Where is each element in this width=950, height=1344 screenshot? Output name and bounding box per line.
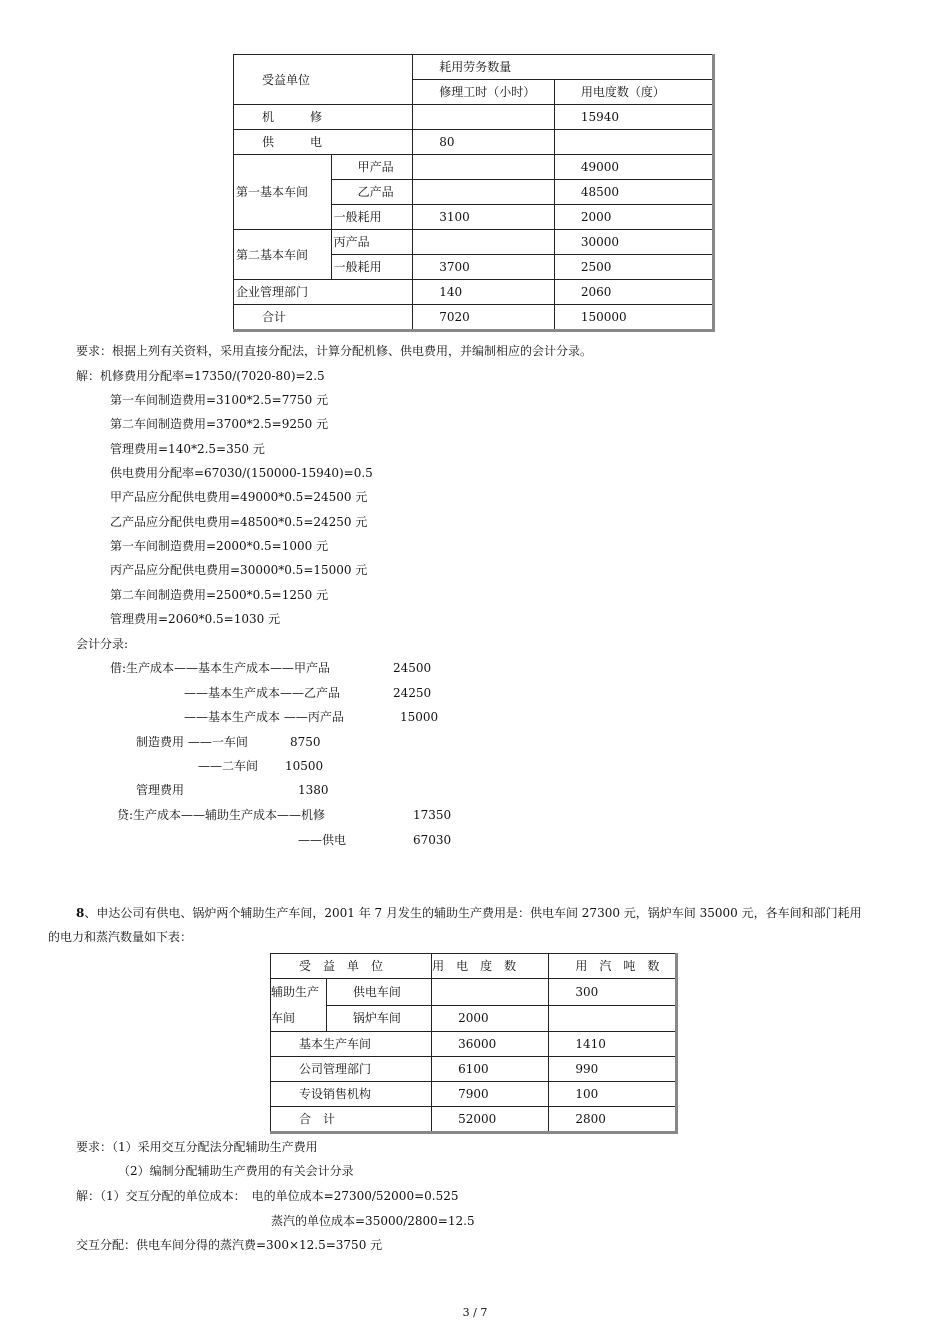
journal-heading: 会计分录: (76, 637, 129, 651)
table-row: 第一基本车间 甲产品 49000 (234, 155, 714, 180)
journal-entry: ——基本生产成本 ——丙产品 (184, 710, 344, 724)
header-hours: 修理工时（小时） (413, 80, 555, 105)
solution-line: 第二车间制造费用=3700*2.5=9250 元 (110, 417, 329, 431)
solution-line: 交互分配：供电车间分得的蒸汽费=300×12.5=3750 元 (76, 1238, 383, 1252)
table-row: 第二基本车间 丙产品 30000 (234, 230, 714, 255)
requirement-text: （2）编制分配辅助生产费用的有关会计分录 (118, 1164, 354, 1178)
header-kwh: 用 电 度 数 (432, 954, 549, 979)
solution-line: 丙产品应分配供电费用=30000*0.5=15000 元 (110, 563, 368, 577)
journal-amount: 1380 (298, 783, 329, 797)
solution-line: 蒸汽的单位成本=35000/2800=12.5 (271, 1214, 475, 1228)
table-row: 企业管理部门 140 2060 (234, 280, 714, 305)
requirement-text: 要求：根据上列有关资料，采用直接分配法，计算分配机修、供电费用，并编制相应的会计分录。 (76, 344, 593, 358)
journal-entry: 借:生产成本——基本生产成本——甲产品 (110, 661, 331, 675)
solution-line: 供电费用分配率=67030/(150000-15940)=0.5 (110, 466, 373, 480)
solution-line: 第二车间制造费用=2500*0.5=1250 元 (110, 588, 329, 602)
journal-amount: 10500 (285, 759, 324, 773)
solution-line: 乙产品应分配供电费用=48500*0.5=24250 元 (110, 515, 368, 529)
header-quantity: 耗用劳务数量 (413, 55, 714, 80)
solution-line: 甲产品应分配供电费用=49000*0.5=24500 元 (110, 490, 368, 504)
table-row: 供 电 80 (234, 130, 714, 155)
journal-entry: ——基本生产成本——乙产品 (184, 686, 341, 700)
journal-amount: 8750 (290, 735, 321, 749)
table-row: 一般耗用 3700 2500 (234, 255, 714, 280)
table-row: 公司管理部门 6100 990 (271, 1057, 677, 1082)
header-kwh: 用电度数（度） (554, 80, 713, 105)
table-row: 合 计 52000 2800 (271, 1107, 677, 1133)
table-row: 机 修 15940 (234, 105, 714, 130)
problem-8-intro-cont: 的电力和蒸汽数量如下表： (48, 930, 193, 944)
solution-line: 管理费用=140*2.5=350 元 (110, 442, 265, 456)
requirement-text: 要求：（1）采用交互分配法分配辅助生产费用 (76, 1140, 318, 1154)
journal-amount: 67030 (413, 833, 452, 847)
solution-line: 管理费用=2060*0.5=1030 元 (110, 612, 281, 626)
workshop-1-label: 第一基本车间 (234, 155, 332, 230)
journal-amount: 15000 (400, 710, 439, 724)
journal-amount: 24500 (393, 661, 432, 675)
header-steam: 用 汽 吨 数 (549, 954, 677, 979)
journal-entry: 管理费用 (136, 783, 185, 797)
journal-entry: 制造费用 ——一车间 (136, 735, 248, 749)
steam-power-table (270, 953, 678, 1134)
table-row: 一般耗用 3100 2000 (234, 205, 714, 230)
journal-entry: ——二车间 (198, 759, 259, 773)
table-row: 基本生产车间 36000 1410 (271, 1032, 677, 1057)
page-number: 3 / 7 (462, 1306, 488, 1319)
solution-line: 第一车间制造费用=2000*0.5=1000 元 (110, 539, 329, 553)
journal-entry: 贷:生产成本——辅助生产成本——机修 (117, 808, 326, 822)
service-consumption-table (233, 54, 715, 332)
journal-amount: 24250 (393, 686, 432, 700)
header-unit: 受 益 单 位 (271, 954, 432, 979)
table-row: 辅助生产 车间 供电车间 300 (271, 979, 677, 1006)
journal-amount: 17350 (413, 808, 452, 822)
header-unit: 受益单位 (234, 55, 413, 105)
journal-entry: ——供电 (298, 833, 347, 847)
table-row: 合计 7020 150000 (234, 305, 714, 331)
workshop-2-label: 第二基本车间 (234, 230, 332, 280)
aux-workshop-label: 辅助生产 车间 (271, 979, 327, 1032)
solution-line: 解：（1）交互分配的单位成本： 电的单位成本=27300/52000=0.525 (76, 1189, 459, 1203)
problem-number: 8 (76, 906, 85, 920)
solution-line: 解：机修费用分配率=17350/(7020-80)=2.5 (76, 369, 325, 383)
solution-line: 第一车间制造费用=3100*2.5=7750 元 (110, 393, 329, 407)
table-row: 锅炉车间 2000 (271, 1005, 677, 1032)
problem-8-intro: 8、申达公司有供电、锅炉两个辅助生产车间，2001 年 7 月发生的辅助生产费用是：供电车间 27300 元，锅炉车间 35000 元，各车间和部门耗用 (76, 906, 862, 920)
table-row: 专设销售机构 7900 100 (271, 1082, 677, 1107)
table-row: 乙产品 48500 (234, 180, 714, 205)
